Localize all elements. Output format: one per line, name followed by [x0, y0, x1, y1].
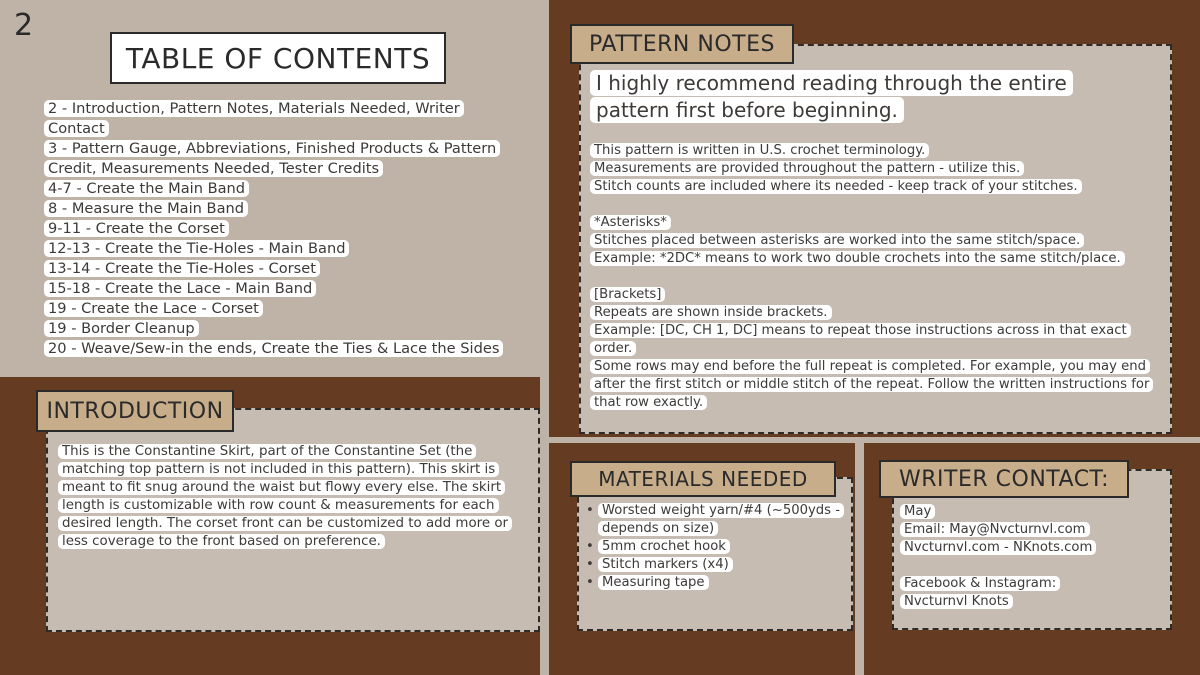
notes-line [590, 160, 1165, 178]
toc-list [44, 99, 539, 359]
contact-sites[interactable]: Nvcturnvl.com - NKnots.com [900, 540, 1096, 555]
toc-entry [44, 259, 539, 279]
writer-contact-title [879, 460, 1129, 498]
toc-entry-text: 15-18 - Create the Lace - Main Band [44, 280, 316, 297]
notes-stitch-counts: Stitch counts are included where its needed - keep track of your stitches. [590, 179, 1082, 194]
introduction-title-text: INTRODUCTION [46, 398, 224, 424]
contact-email[interactable]: Email: May@Nvcturnvl.com [900, 522, 1090, 537]
toc-entry [44, 199, 539, 219]
toc-entry [44, 219, 539, 239]
contact-social-handle: Nvcturnvl Knots [900, 594, 1013, 609]
materials-item [584, 556, 846, 574]
notes-asterisks-2: Example: *2DC* means to work two double crochets into the same stitch/place. [590, 251, 1125, 266]
notes-line [590, 322, 1165, 358]
contact-social-label: Facebook & Instagram: [900, 576, 1060, 591]
notes-line [590, 286, 1165, 304]
materials-item [584, 574, 846, 592]
toc-entry [44, 179, 539, 199]
writer-contact-body [900, 503, 1165, 611]
writer-contact-title-text: WRITER CONTACT: [899, 466, 1109, 492]
materials-item-text: Measuring tape [598, 575, 709, 590]
toc-entry-text: 19 - Create the Lace - Corset [44, 300, 263, 317]
notes-line [590, 178, 1165, 196]
pattern-notes-lead [590, 70, 1110, 124]
introduction-body-text: This is the Constantine Skirt, part of the Constantine Set (the matching top pattern is not included in this pattern). This skirt is meant to fit snug around the waist but flowy every else. The skirt length is customizable with row count & measurements for each desired length. The corset front can be customized to add more or less coverage to the front based on preference. [58, 444, 512, 549]
notes-brackets-3: Some rows may end before the full repeat is completed. For example, you may end after the first stitch or middle stitch of the repeat. Follow the written instructions for that row exactly. [590, 359, 1153, 410]
materials-title-text: MATERIALS NEEDED [598, 467, 808, 491]
notes-line [590, 250, 1165, 268]
toc-entry-text: 4-7 - Create the Main Band [44, 180, 249, 197]
notes-asterisks-heading: *Asterisks* [590, 215, 671, 230]
toc-title [110, 32, 446, 84]
toc-entry [44, 99, 504, 139]
toc-entry [44, 339, 539, 359]
contact-spacer [900, 557, 1165, 575]
notes-brackets-2: Example: [DC, CH 1, DC] means to repeat those instructions across in that exact order. [590, 323, 1131, 356]
notes-asterisks-1: Stitches placed between asterisks are worked into the same stitch/space. [590, 233, 1084, 248]
toc-entry-text: 20 - Weave/Sew-in the ends, Create the Ties & Lace the Sides [44, 340, 503, 357]
materials-item-text: 5mm crochet hook [598, 539, 730, 554]
contact-line [900, 539, 1165, 557]
page-number: 2 [14, 8, 34, 43]
toc-entry-text: 12-13 - Create the Tie-Holes - Main Band [44, 240, 349, 257]
toc-entry-text: 9-11 - Create the Corset [44, 220, 229, 237]
toc-entry-text: 3 - Pattern Gauge, Abbreviations, Finished Products & Pattern Credit, Measurements Needed, Tester Credits [44, 140, 500, 177]
notes-line [590, 358, 1165, 412]
contact-line [900, 593, 1165, 611]
notes-measurements: Measurements are provided throughout the pattern - utilize this. [590, 161, 1024, 176]
toc-entry-text: 13-14 - Create the Tie-Holes - Corset [44, 260, 320, 277]
notes-line [590, 232, 1165, 250]
toc-title-text: TABLE OF CONTENTS [125, 41, 431, 75]
notes-terminology: This pattern is written in U.S. crochet terminology. [590, 143, 929, 158]
pattern-notes-body [590, 142, 1165, 412]
toc-entry [44, 139, 539, 179]
introduction-title [36, 390, 234, 432]
contact-name: May [900, 504, 935, 519]
notes-spacer [590, 268, 1165, 286]
contact-line [900, 575, 1165, 593]
materials-item-text: Stitch markers (x4) [598, 557, 733, 572]
pattern-notes-title [570, 24, 794, 64]
notes-spacer [590, 196, 1165, 214]
toc-entry [44, 299, 539, 319]
toc-entry [44, 279, 539, 299]
materials-item [584, 538, 846, 556]
materials-title [570, 461, 836, 497]
materials-item [584, 502, 846, 538]
toc-entry-text: 8 - Measure the Main Band [44, 200, 248, 217]
notes-line [590, 214, 1165, 232]
contact-line [900, 521, 1165, 539]
toc-entry [44, 319, 539, 339]
introduction-body [58, 443, 528, 551]
materials-item-text: Worsted weight yarn/#4 (~500yds - depends on size) [598, 503, 844, 536]
pattern-notes-title-text: PATTERN NOTES [589, 31, 775, 57]
pattern-notes-lead-text: I highly recommend reading through the entire pattern first before beginning. [590, 70, 1073, 123]
toc-entry-text: 19 - Border Cleanup [44, 320, 199, 337]
materials-list-wrap [584, 502, 846, 592]
contact-line [900, 503, 1165, 521]
notes-line [590, 304, 1165, 322]
materials-list [584, 502, 846, 592]
toc-entry [44, 239, 539, 259]
toc-entry-text: 2 - Introduction, Pattern Notes, Materials Needed, Writer Contact [44, 100, 464, 137]
notes-brackets-heading: [Brackets] [590, 287, 665, 302]
notes-brackets-1: Repeats are shown inside brackets. [590, 305, 832, 320]
notes-line [590, 142, 1165, 160]
